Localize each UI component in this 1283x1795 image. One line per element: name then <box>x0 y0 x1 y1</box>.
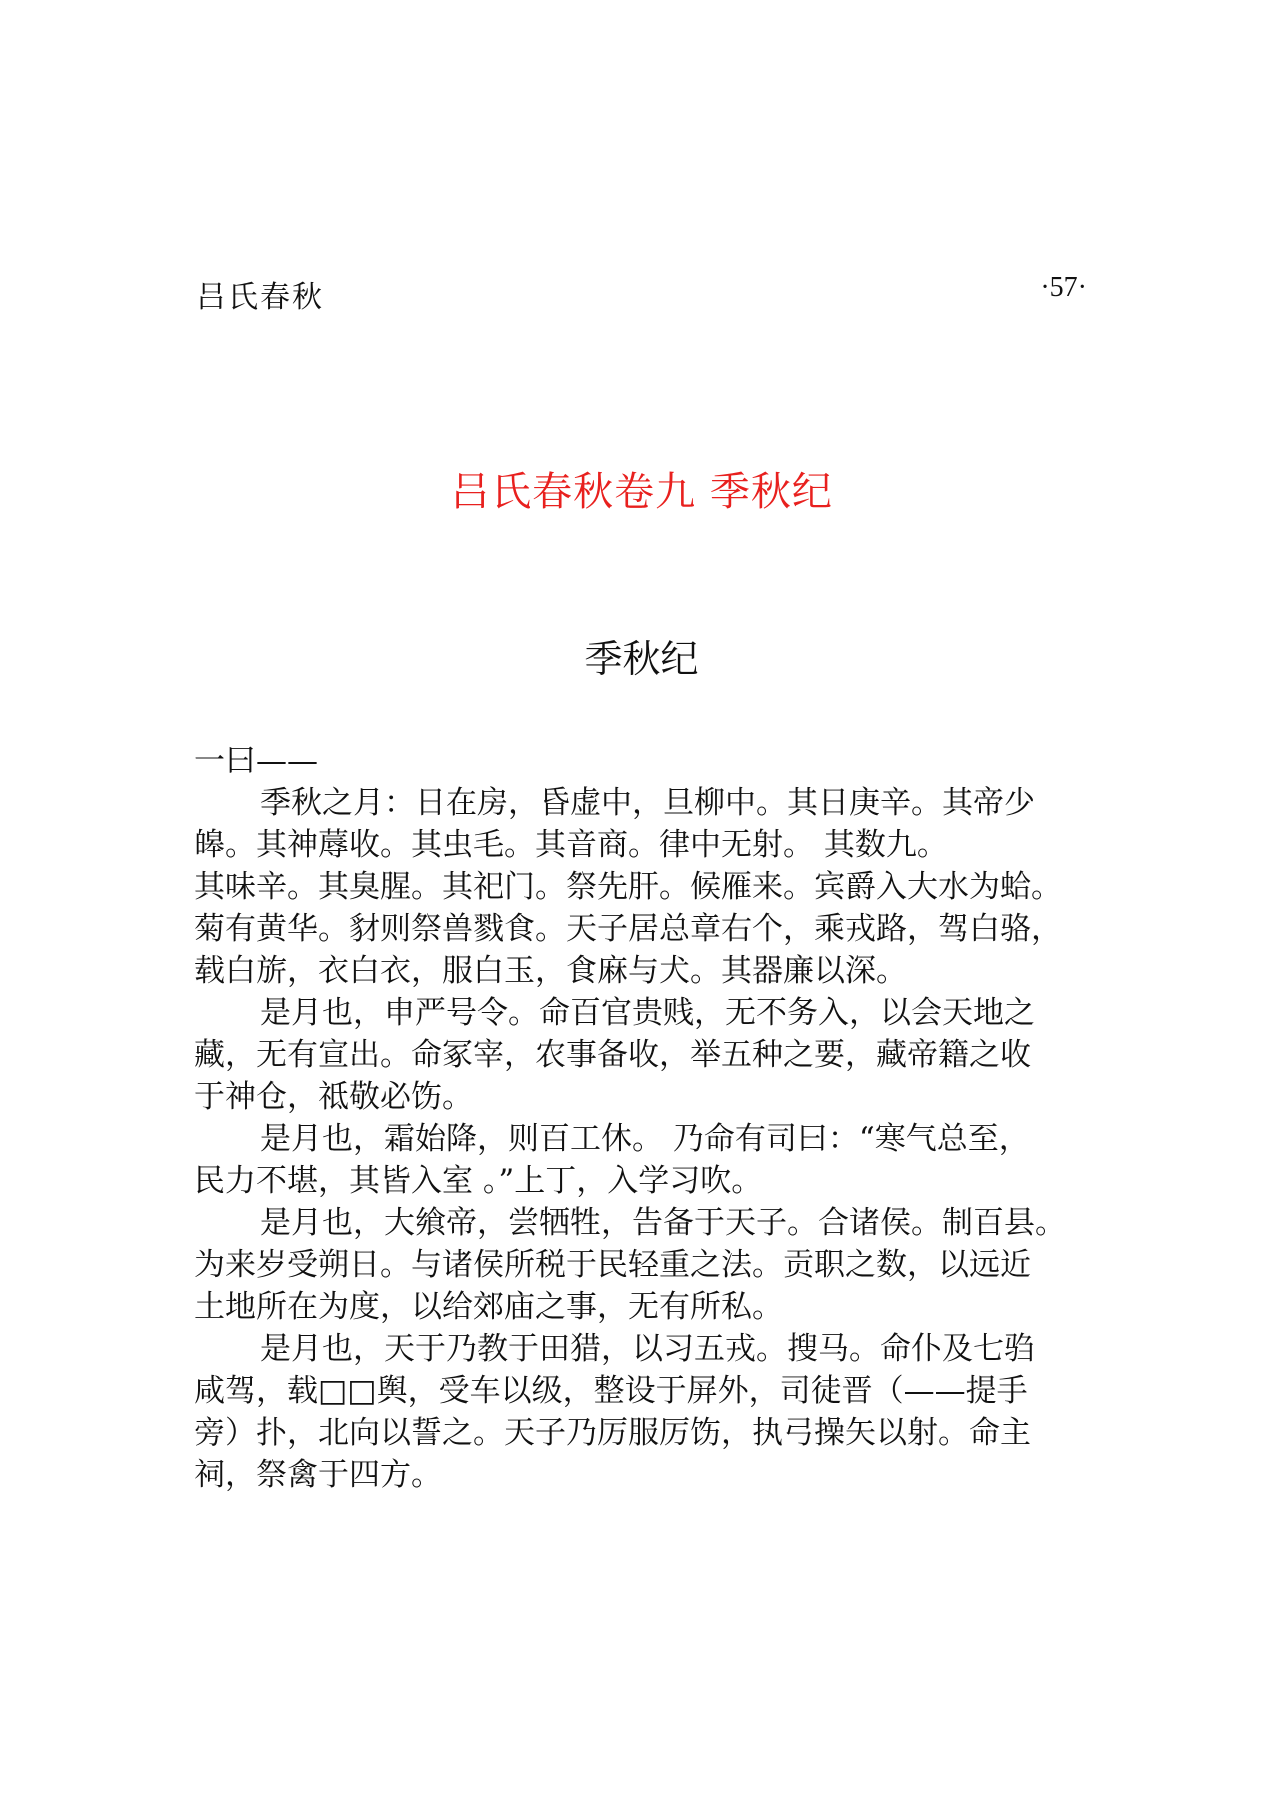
text-line: 旁）扑，北向以誓之。天子乃厉服厉饬，执弓操矢以射。命主 <box>194 1415 1031 1451</box>
running-header <box>196 272 1087 315</box>
text-line: 藏，无有宣出。命冢宰，农事备收，举五种之要，藏帝籍之收 <box>194 1037 1031 1073</box>
text-line: 民力不堪，其皆入室 。”上丁，入学习吹。 <box>194 1163 763 1199</box>
text-line: 是月也，霜始降，则百工休。 乃命有司曰：“寒气总至， <box>260 1121 1030 1157</box>
text-line: 是月也，天于乃教于田猎，以习五戎。搜马。命仆及七驺 <box>260 1331 1035 1367</box>
text-line: 于神仓，祗敬必饬。 <box>194 1079 473 1115</box>
text-line: 一曰—— <box>194 743 318 779</box>
text-line: 是月也，大飨帝，尝牺牲，告备于天子。合诸侯。制百县。 <box>260 1205 1066 1241</box>
text-line: 咸驾，载□□舆，受车以级，整设于屏外，司徒晋（——提手 <box>194 1373 1028 1409</box>
text-line: 皞。其神蓐收。其虫毛。其音商。律中无射。 其数九。 <box>194 827 948 863</box>
volume-title: 吕氏春秋卷九 季秋纪 <box>450 469 833 515</box>
text-line: 载白旂，衣白衣，服白玉，食麻与犬。其器廉以深。 <box>194 953 907 989</box>
text-line: 菊有黄华。豺则祭兽戮食。天子居总章右个，乘戎路，驾白骆， <box>194 911 1062 947</box>
book-title: 吕氏春秋 <box>196 280 324 315</box>
text-line: 土地所在为度，以给郊庙之事，无有所私。 <box>194 1289 783 1325</box>
text-line: 季秋之月：日在房，昏虚中，旦柳中。其日庚辛。其帝少 <box>260 785 1035 821</box>
text-line: 其味辛。其臭腥。其祀门。祭先肝。候雁来。宾爵入大水为蛤。 <box>194 869 1062 905</box>
text-line: 祠，祭禽于四方。 <box>194 1457 442 1493</box>
section-title: 季秋纪 <box>584 637 699 681</box>
body-text <box>194 740 1114 1496</box>
text-line: 是月也，申严号令。命百官贵贱，无不务入，以会天地之 <box>260 995 1035 1031</box>
page-number: ·57· <box>1040 272 1087 303</box>
text-line: 为来岁受朔日。与诸侯所税于民轻重之法。贡职之数，以远近 <box>194 1247 1031 1283</box>
